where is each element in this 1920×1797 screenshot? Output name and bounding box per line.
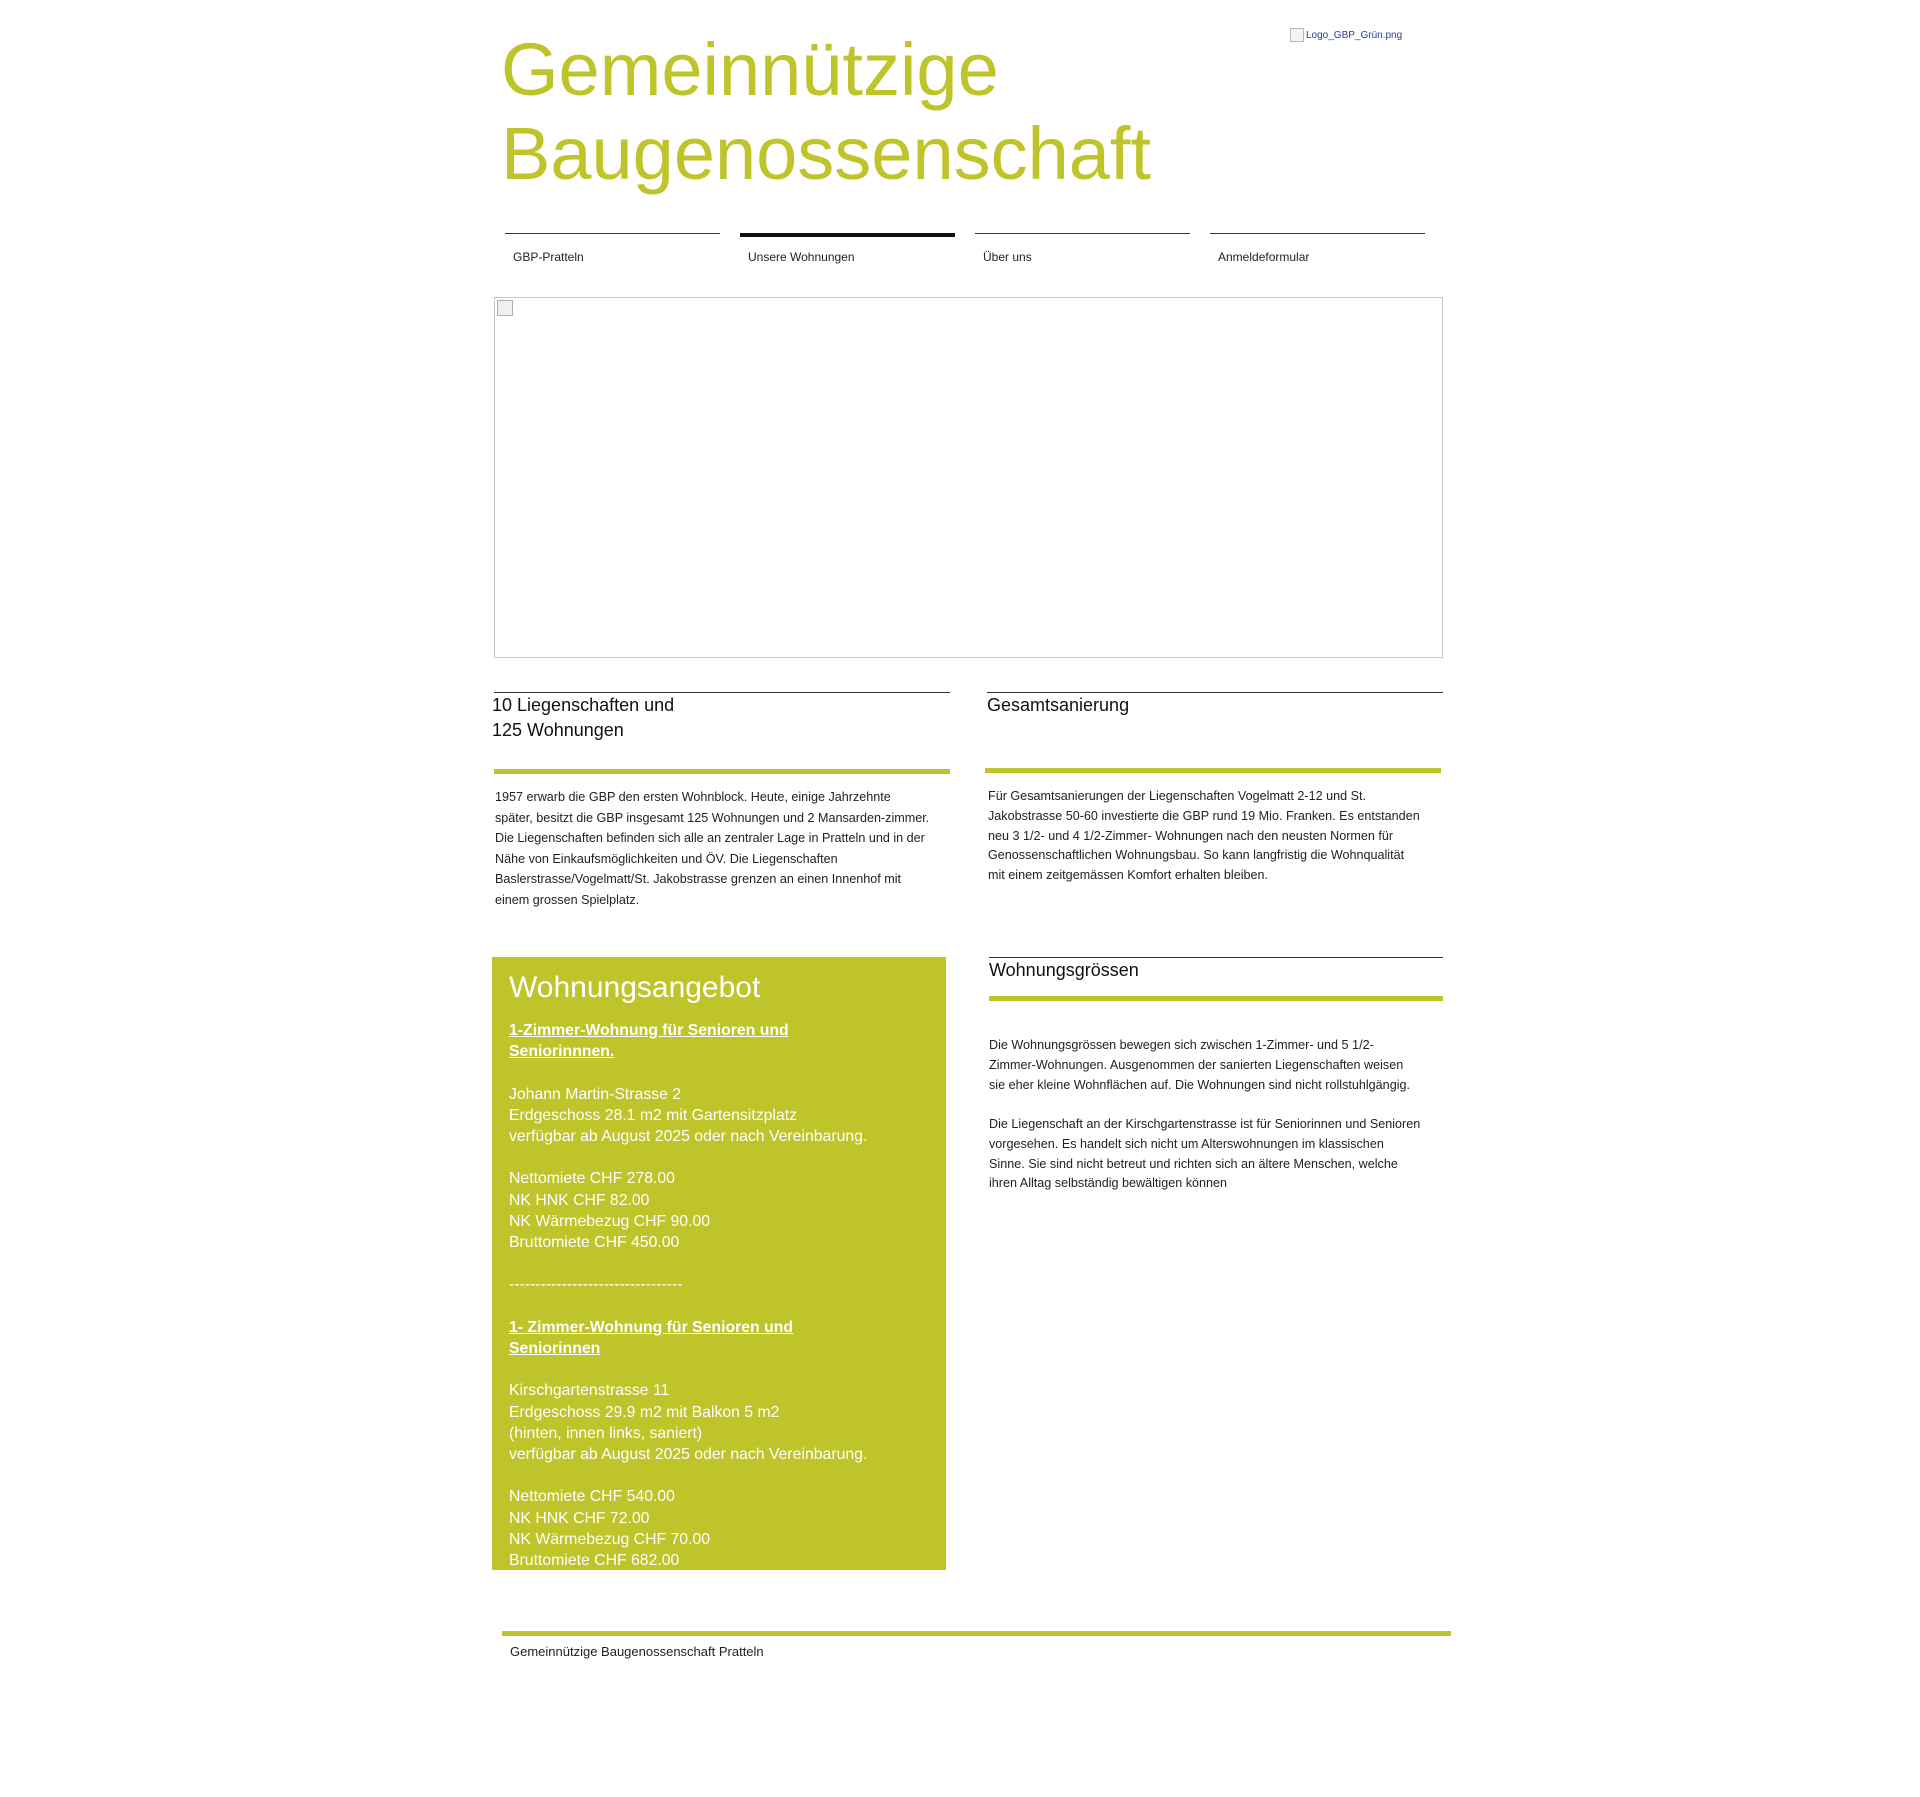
offer-title-link[interactable]: [509, 1020, 929, 1062]
offer-detail: verfügbar ab August 2025 oder nach Vereinbarung.: [509, 1128, 868, 1145]
offer-title-line: 1- Zimmer-Wohnung für Senioren und: [509, 1318, 794, 1336]
blank-line: [509, 1062, 929, 1083]
offer-detail: Erdgeschoss 28.1 m2 mit Gartensitzplatz: [509, 1106, 797, 1124]
offer-title-link[interactable]: [509, 1317, 929, 1359]
text-line: Für Gesamtsanierungen der Liegenschaften Vogelmatt 2-12 und St.: [988, 789, 1367, 803]
text-line: Nähe von Einkaufsmöglichkeiten und ÖV. Die Liegenschaften: [495, 851, 838, 866]
nav-item-label: Unsere Wohnungen: [748, 250, 855, 264]
offer-detail: Johann Martin-Strasse 2: [509, 1085, 682, 1103]
nav-item-label: GBP-Pratteln: [513, 250, 584, 264]
text-line: Die Liegenschaft an der Kirschgartenstrasse ist für Seniorinnen und Senioren: [989, 1117, 1421, 1131]
blank-line: [509, 1147, 929, 1168]
offer-separator: ---------------------------------: [509, 1276, 683, 1294]
broken-image-icon: [1290, 28, 1304, 42]
offer-price: NK HNK CHF 72.00: [509, 1509, 650, 1527]
site-title-line-1: Gemeinnützige: [501, 28, 999, 111]
nav-item-unsere-wohnungen[interactable]: [740, 233, 955, 273]
offers-box: [492, 957, 946, 1570]
blank-line: [509, 1296, 929, 1317]
offer-price: NK Wärmebezug CHF 70.00: [509, 1530, 711, 1548]
properties-heading-line: 10 Liegenschaften und: [492, 695, 675, 715]
offer-detail: verfügbar ab August 2025 oder nach Vereinbarung.: [509, 1445, 868, 1463]
offer-price: Bruttomiete CHF 682.00: [509, 1551, 680, 1569]
section-accent-rule: [989, 996, 1443, 1001]
offer-price: NK HNK CHF 82.00: [509, 1191, 650, 1209]
text-line: Sinne. Sie sind nicht betreut und richten sich an ältere Menschen, welche: [989, 1156, 1398, 1171]
renovation-heading: Gesamtsanierung: [987, 695, 1130, 715]
broken-image-icon: [497, 300, 513, 316]
text-line: neu 3 1/2- und 4 1/2-Zimmer- Wohnungen nach den neusten Normen für: [988, 828, 1394, 843]
blank-line: [509, 1253, 929, 1274]
text-line: 1957 erwarb die GBP den ersten Wohnblock. Heute, einige Jahrzehnte: [495, 790, 891, 804]
properties-heading-line: 125 Wohnungen: [492, 720, 624, 740]
text-line: einem grossen Spielplatz.: [495, 892, 640, 907]
offers-heading: Wohnungsangebot: [509, 971, 761, 1004]
footer-rule: [502, 1631, 1451, 1636]
offer-detail: (hinten, innen links, saniert): [509, 1424, 703, 1442]
sizes-text-2: [989, 1115, 1449, 1194]
nav-item-gbp-pratteln[interactable]: [505, 233, 720, 273]
hero-image: [494, 297, 1443, 658]
section-accent-rule: [494, 769, 950, 774]
sizes-heading: Wohnungsgrössen: [989, 960, 1139, 980]
offer-detail: Erdgeschoss 29.9 m2 mit Balkon 5 m2: [509, 1403, 780, 1421]
text-line: Die Liegenschaften befinden sich alle an zentraler Lage in Pratteln und in der: [495, 831, 925, 845]
properties-text: [495, 787, 965, 910]
offer-price: NK Wärmebezug CHF 90.00: [509, 1212, 711, 1230]
nav-item-label: Über uns: [983, 250, 1032, 264]
nav-item-ueber-uns[interactable]: [975, 233, 1190, 273]
offer-price: Bruttomiete CHF 450.00: [509, 1234, 680, 1251]
renovation-text: [988, 787, 1448, 886]
site-title: [501, 28, 1261, 196]
nav-item-label: Anmeldeformular: [1218, 250, 1310, 264]
text-line: mit einem zeitgemässen Komfort erhalten bleiben.: [988, 868, 1269, 883]
properties-heading: [492, 693, 948, 743]
text-line: ihren Alltag selbständig bewältigen können: [989, 1176, 1228, 1191]
logo[interactable]: [1290, 28, 1402, 42]
offer-title-line: Seniorinnnen.: [509, 1043, 615, 1061]
text-line: Jakobstrasse 50-60 investierte die GBP rund 19 Mio. Franken. Es entstanden: [988, 808, 1420, 823]
text-line: später, besitzt die GBP insgesamt 125 Wohnungen und 2 Mansarden-zimmer.: [495, 810, 930, 825]
site-title-line-2: Baugenossenschaft: [501, 112, 1152, 195]
text-line: sie eher kleine Wohnflächen auf. Die Wohnungen sind nicht rollstuhlgängig.: [989, 1077, 1410, 1092]
offers-content: [509, 1020, 929, 1570]
main-nav: [505, 233, 1422, 273]
footer-text: Gemeinnützige Baugenossenschaft Pratteln: [510, 1644, 764, 1659]
sizes-text-1: [989, 1036, 1449, 1095]
offer-detail: Kirschgartenstrasse 11: [509, 1382, 670, 1400]
text-line: Baslerstrasse/Vogelmatt/St. Jakobstrasse grenzen an einen Innenhof mit: [495, 872, 902, 886]
offer-price: Nettomiete CHF 278.00: [509, 1170, 675, 1188]
logo-alt-text: Logo_GBP_Grün.png: [1306, 29, 1403, 41]
text-line: Zimmer-Wohnungen. Ausgenommen der sanierten Liegenschaften weisen: [989, 1057, 1404, 1072]
section-accent-rule: [985, 768, 1441, 773]
offer-title-line: Seniorinnen: [509, 1339, 601, 1357]
nav-item-anmeldeformular[interactable]: [1210, 233, 1425, 273]
offer-price: Nettomiete CHF 540.00: [509, 1488, 675, 1506]
text-line: Die Wohnungsgrössen bewegen sich zwischen 1-Zimmer- und 5 1/2-: [989, 1038, 1374, 1052]
text-line: vorgesehen. Es handelt sich nicht um Alterswohnungen im klassischen: [989, 1136, 1384, 1151]
blank-line: [509, 1359, 929, 1380]
text-line: Genossenschaftlichen Wohnungsbau. So kann langfristig die Wohnqualität: [988, 848, 1405, 863]
blank-line: [509, 1465, 929, 1486]
offer-title-line: 1-Zimmer-Wohnung für Senioren und: [509, 1022, 789, 1039]
